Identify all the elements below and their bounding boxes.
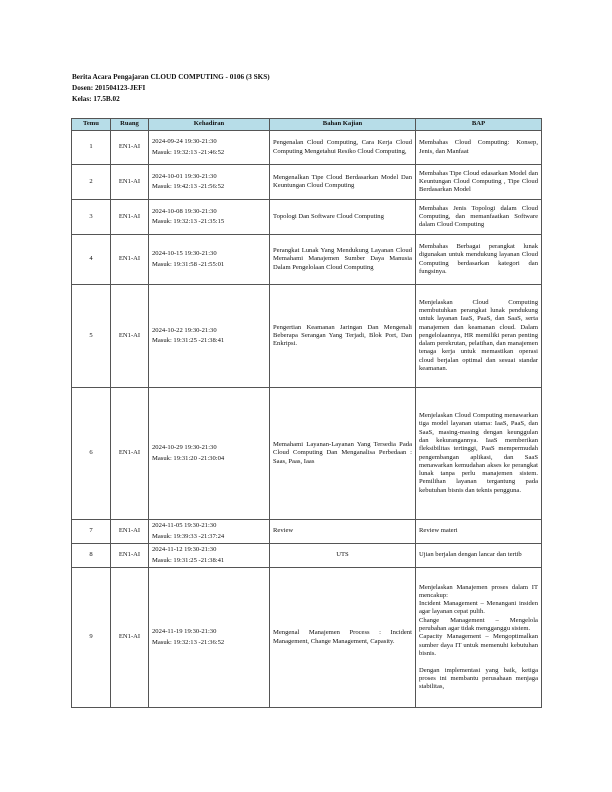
cell-kehadiran bbox=[149, 388, 270, 520]
header-kehadiran: Kehadiran bbox=[149, 119, 270, 131]
kehadiran-schedule: 2024-09-24 19:30-21:30 bbox=[152, 138, 217, 145]
table-row bbox=[72, 131, 542, 165]
table-row bbox=[72, 388, 542, 520]
lecturer-line: Dosen: 201504123-JEFI bbox=[72, 84, 146, 92]
cell-ruang: EN1-AI bbox=[111, 388, 149, 520]
table-row bbox=[72, 520, 542, 544]
kehadiran-checkin: Masuk: 19:31:20 -21:30:04 bbox=[152, 454, 225, 462]
cell-bap: Review materi bbox=[416, 520, 542, 544]
cell-bahan-kajian: Mengenalkan Tipe Cloud Berdasarkan Model Dan Keuntungan Cloud Computing bbox=[270, 165, 416, 200]
cell-bahan-kajian: Topologi Dan Software Cloud Computing bbox=[270, 200, 416, 235]
kehadiran-schedule: 2024-10-08 19:30-21:30 bbox=[152, 207, 217, 215]
kehadiran-checkin: Masuk: 19:31:58 -21:55:01 bbox=[152, 260, 225, 268]
cell-ruang: EN1-AI bbox=[111, 165, 149, 200]
cell-ruang: EN1-AI bbox=[111, 520, 149, 544]
kehadiran-checkin: Masuk: 19:42:13 -21:56:52 bbox=[152, 183, 225, 190]
table-row bbox=[72, 200, 542, 235]
table-header-row bbox=[72, 119, 542, 131]
kehadiran-schedule: 2024-10-22 19:30-21:30 bbox=[152, 326, 217, 334]
cell-kehadiran bbox=[149, 235, 270, 285]
document-title: Berita Acara Pengajaran CLOUD COMPUTING - 0106 (3 SKS) bbox=[72, 73, 270, 81]
kehadiran-checkin: Masuk: 19:32:13 -21:35:15 bbox=[152, 218, 225, 225]
cell-bap: Membahas Tipe Cloud edasarkan Model dan Keuntungan Cloud Computing , Tipe Cloud Berdasarkan Model bbox=[416, 165, 542, 200]
cell-bap: Menjelaskan Cloud Computing membutuhkan perangkat lunak pendukung untuk layanan IaaS, PaaS, dan SaaS, serta manajemen dan keamanan cloud. Dalam pengelolaannya, HR memiliki peran penting dalam perekrutan, pelatihan, dan manajemen tenaga kerja untuk memastikan operasi cloud berjalan optimal dan sesuai standar keamanan. bbox=[416, 285, 542, 388]
cell-ruang: EN1-AI bbox=[111, 568, 149, 708]
cell-bahan-kajian: Review bbox=[270, 520, 416, 544]
kehadiran-checkin: Masuk: 19:39:33 -21:37:24 bbox=[152, 532, 225, 540]
cell-bahan-kajian: Perangkat Lunak Yang Mendukung Layanan Cloud Memahami Manajemen Sumber Daya Manusia Dalam Pengelolaan Cloud Computing bbox=[270, 235, 416, 285]
cell-kehadiran bbox=[149, 568, 270, 708]
header-bap: BAP bbox=[416, 119, 542, 131]
kehadiran-checkin: Masuk: 19:32:13 -21:46:52 bbox=[152, 148, 225, 156]
cell-ruang: EN1-AI bbox=[111, 285, 149, 388]
cell-ruang: EN1-AI bbox=[111, 235, 149, 285]
cell-kehadiran bbox=[149, 285, 270, 388]
cell-temu: 7 bbox=[72, 520, 111, 544]
kehadiran-schedule: 2024-11-19 19:30-21:30 bbox=[152, 628, 217, 635]
kehadiran-checkin: Masuk: 19:31:25 -21:38:41 bbox=[152, 556, 225, 564]
kehadiran-schedule: 2024-10-15 19:30-21:30 bbox=[152, 250, 217, 257]
cell-ruang: EN1-AI bbox=[111, 131, 149, 165]
cell-temu: 5 bbox=[72, 285, 111, 388]
cell-bap: Membahas Berbagai perangkat lunak digunakan untuk mendukung layanan Cloud Computing berdasarkan kategori dan fungsinya. bbox=[416, 235, 542, 285]
cell-temu: 6 bbox=[72, 388, 111, 520]
cell-temu: 1 bbox=[72, 131, 111, 165]
header-bahan-kajian: Bahan Kajian bbox=[270, 119, 416, 131]
cell-temu: 8 bbox=[72, 544, 111, 568]
cell-kehadiran bbox=[149, 520, 270, 544]
kehadiran-checkin: Masuk: 19:32:13 -21:36:52 bbox=[152, 638, 225, 646]
cell-bap: Ujian berjalan dengan lancar dan tertib bbox=[416, 544, 542, 568]
cell-ruang: EN1-AI bbox=[111, 200, 149, 235]
cell-temu: 4 bbox=[72, 235, 111, 285]
header-temu: Temu bbox=[72, 119, 111, 131]
cell-bahan-kajian: Pengertian Keamanan Jaringan Dan Mengenali Beberapa Serangan Yang Terjadi, Blok Port, Dan Enkripsi. bbox=[270, 285, 416, 388]
table-row bbox=[72, 285, 542, 388]
cell-temu: 2 bbox=[72, 165, 111, 200]
cell-kehadiran bbox=[149, 200, 270, 235]
kehadiran-schedule: 2024-11-05 19:30-21:30 bbox=[152, 522, 217, 529]
cell-bahan-kajian: Mengenal Manajemen Process : Incident Management, Change Management, Capasity. bbox=[270, 568, 416, 708]
cell-bap: Membahas Jenis Topologi dalam Cloud Computing, dan memanfaatkan Software dalam Cloud Computing bbox=[416, 200, 542, 235]
table-row bbox=[72, 165, 542, 200]
cell-temu: 3 bbox=[72, 200, 111, 235]
cell-temu: 9 bbox=[72, 568, 111, 708]
cell-bahan-kajian: UTS bbox=[270, 544, 416, 568]
table-row bbox=[72, 568, 542, 708]
cell-bap: Menjelaskan Manajemen proses dalam IT mencakup: Incident Management – Menangani insiden agar layanan cepat pulih. Change Management – Mengelola perubahan agar tidak mengganggu sistem. Capacity Management – Mengoptimalkan sumber daya IT untuk memenuhi kebutuhan bisnis. Dengan implementasi yang baik, ketiga proses ini membantu perusahaan menjaga stabilitas, bbox=[416, 568, 542, 708]
kehadiran-schedule: 2024-10-01 19:30-21:30 bbox=[152, 172, 217, 180]
cell-kehadiran bbox=[149, 165, 270, 200]
header-ruang: Ruang bbox=[111, 119, 149, 131]
document-header bbox=[72, 72, 270, 105]
table-row bbox=[72, 235, 542, 285]
cell-kehadiran bbox=[149, 131, 270, 165]
cell-bap: Menjelaskan Cloud Computing menawarkan tiga model layanan utama: IaaS, PaaS, dan SaaS, masing-masing dengan keunggulan dan kekurangannya. IaaS memberikan fleksibilitas tertinggi, PaaS mempermudah pengembangan aplikasi, dan SaaS menawarkan kemudahan akses ke perangkat lunak tanpa perlu manajemen sistem. Pemilihan layanan tergantung pada kebutuhan bisnis dan teknis pengguna. bbox=[416, 388, 542, 520]
cell-bahan-kajian: Pengenalan Cloud Computing, Cara Kerja Cloud Computing Mengetahui Resiko Cloud Computing, bbox=[270, 131, 416, 165]
cell-bap: Membahas Cloud Computing: Konsep, Jenis, dan Manfaat bbox=[416, 131, 542, 165]
cell-kehadiran bbox=[149, 544, 270, 568]
kehadiran-schedule: 2024-10-29 19:30-21:30 bbox=[152, 444, 217, 451]
class-line: Kelas: 17.5B.02 bbox=[72, 95, 120, 103]
attendance-table bbox=[71, 118, 542, 708]
kehadiran-checkin: Masuk: 19:31:25 -21:38:41 bbox=[152, 337, 225, 344]
kehadiran-schedule: 2024-11-12 19:30-21:30 bbox=[152, 546, 217, 553]
cell-bahan-kajian: Memahami Layanan-Layanan Yang Tersedia Pada Cloud Computing Dan Menganalisa Perbedaan : Saas, Paas, Iaas bbox=[270, 388, 416, 520]
cell-ruang: EN1-AI bbox=[111, 544, 149, 568]
table-row bbox=[72, 544, 542, 568]
